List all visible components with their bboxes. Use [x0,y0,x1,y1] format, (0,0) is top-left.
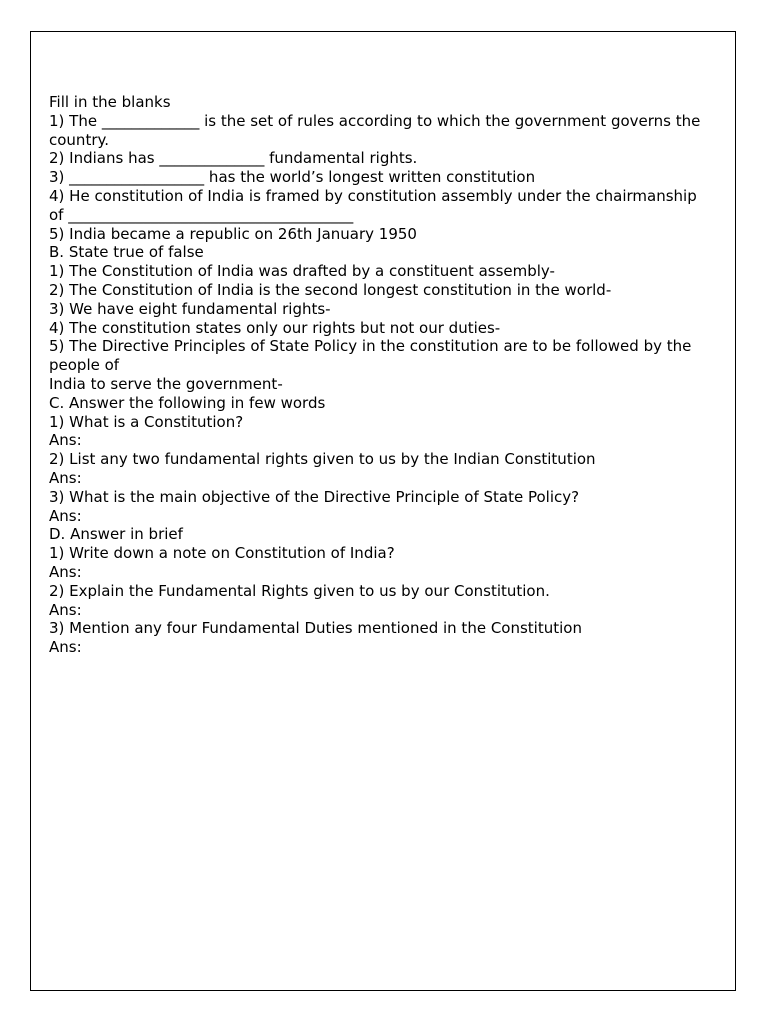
answer-label: Ans: [49,431,82,450]
fill-question-4: 4) He constitution of India is framed by constitution assembly under the chairmanship of ______________________________________ [49,186,702,224]
true-false-question-5: 5) The Directive Principles of State Policy in the constitution are to be followed by the people of [49,337,697,375]
brief-question-1: 1) Write down a note on Constitution of India? [49,544,395,563]
true-false-question-5-continued: India to serve the government- [49,374,283,393]
short-question-1: 1) What is a Constitution? [49,412,244,431]
section-heading-brief-answer: D. Answer in brief [49,525,183,544]
short-question-2: 2) List any two fundamental rights given to us by the Indian Constitution [49,450,596,469]
answer-label: Ans: [49,468,82,487]
short-question-3: 3) What is the main objective of the Directive Principle of State Policy? [49,487,580,506]
true-false-question-3: 3) We have eight fundamental rights- [49,299,331,318]
brief-question-3: 3) Mention any four Fundamental Duties mentioned in the Constitution [49,619,582,638]
true-false-question-4: 4) The constitution states only our rights but not our duties- [49,318,501,337]
section-heading-short-answer: C. Answer the following in few words [49,393,326,412]
answer-label: Ans: [49,562,82,581]
answer-label: Ans: [49,600,82,619]
answer-label: Ans: [49,638,82,657]
fill-question-1: 1) The _____________ is the set of rules according to which the government governs the country. [49,111,706,149]
true-false-question-1: 1) The Constitution of India was drafted by a constituent assembly- [49,262,555,281]
section-heading-fill-in-blanks: Fill in the blanks [49,93,171,111]
section-heading-true-false: B. State true of false [49,243,204,262]
document-body [49,93,715,657]
fill-question-5: 5) India became a republic on 26th January 1950 [49,224,417,243]
fill-question-2: 2) Indians has ______________ fundamental rights. [49,149,418,168]
brief-question-2: 2) Explain the Fundamental Rights given to us by our Constitution. [49,581,550,600]
true-false-question-2: 2) The Constitution of India is the second longest constitution in the world- [49,280,612,299]
fill-question-3: 3) __________________ has the world’s longest written constitution [49,168,536,187]
answer-label: Ans: [49,506,82,525]
